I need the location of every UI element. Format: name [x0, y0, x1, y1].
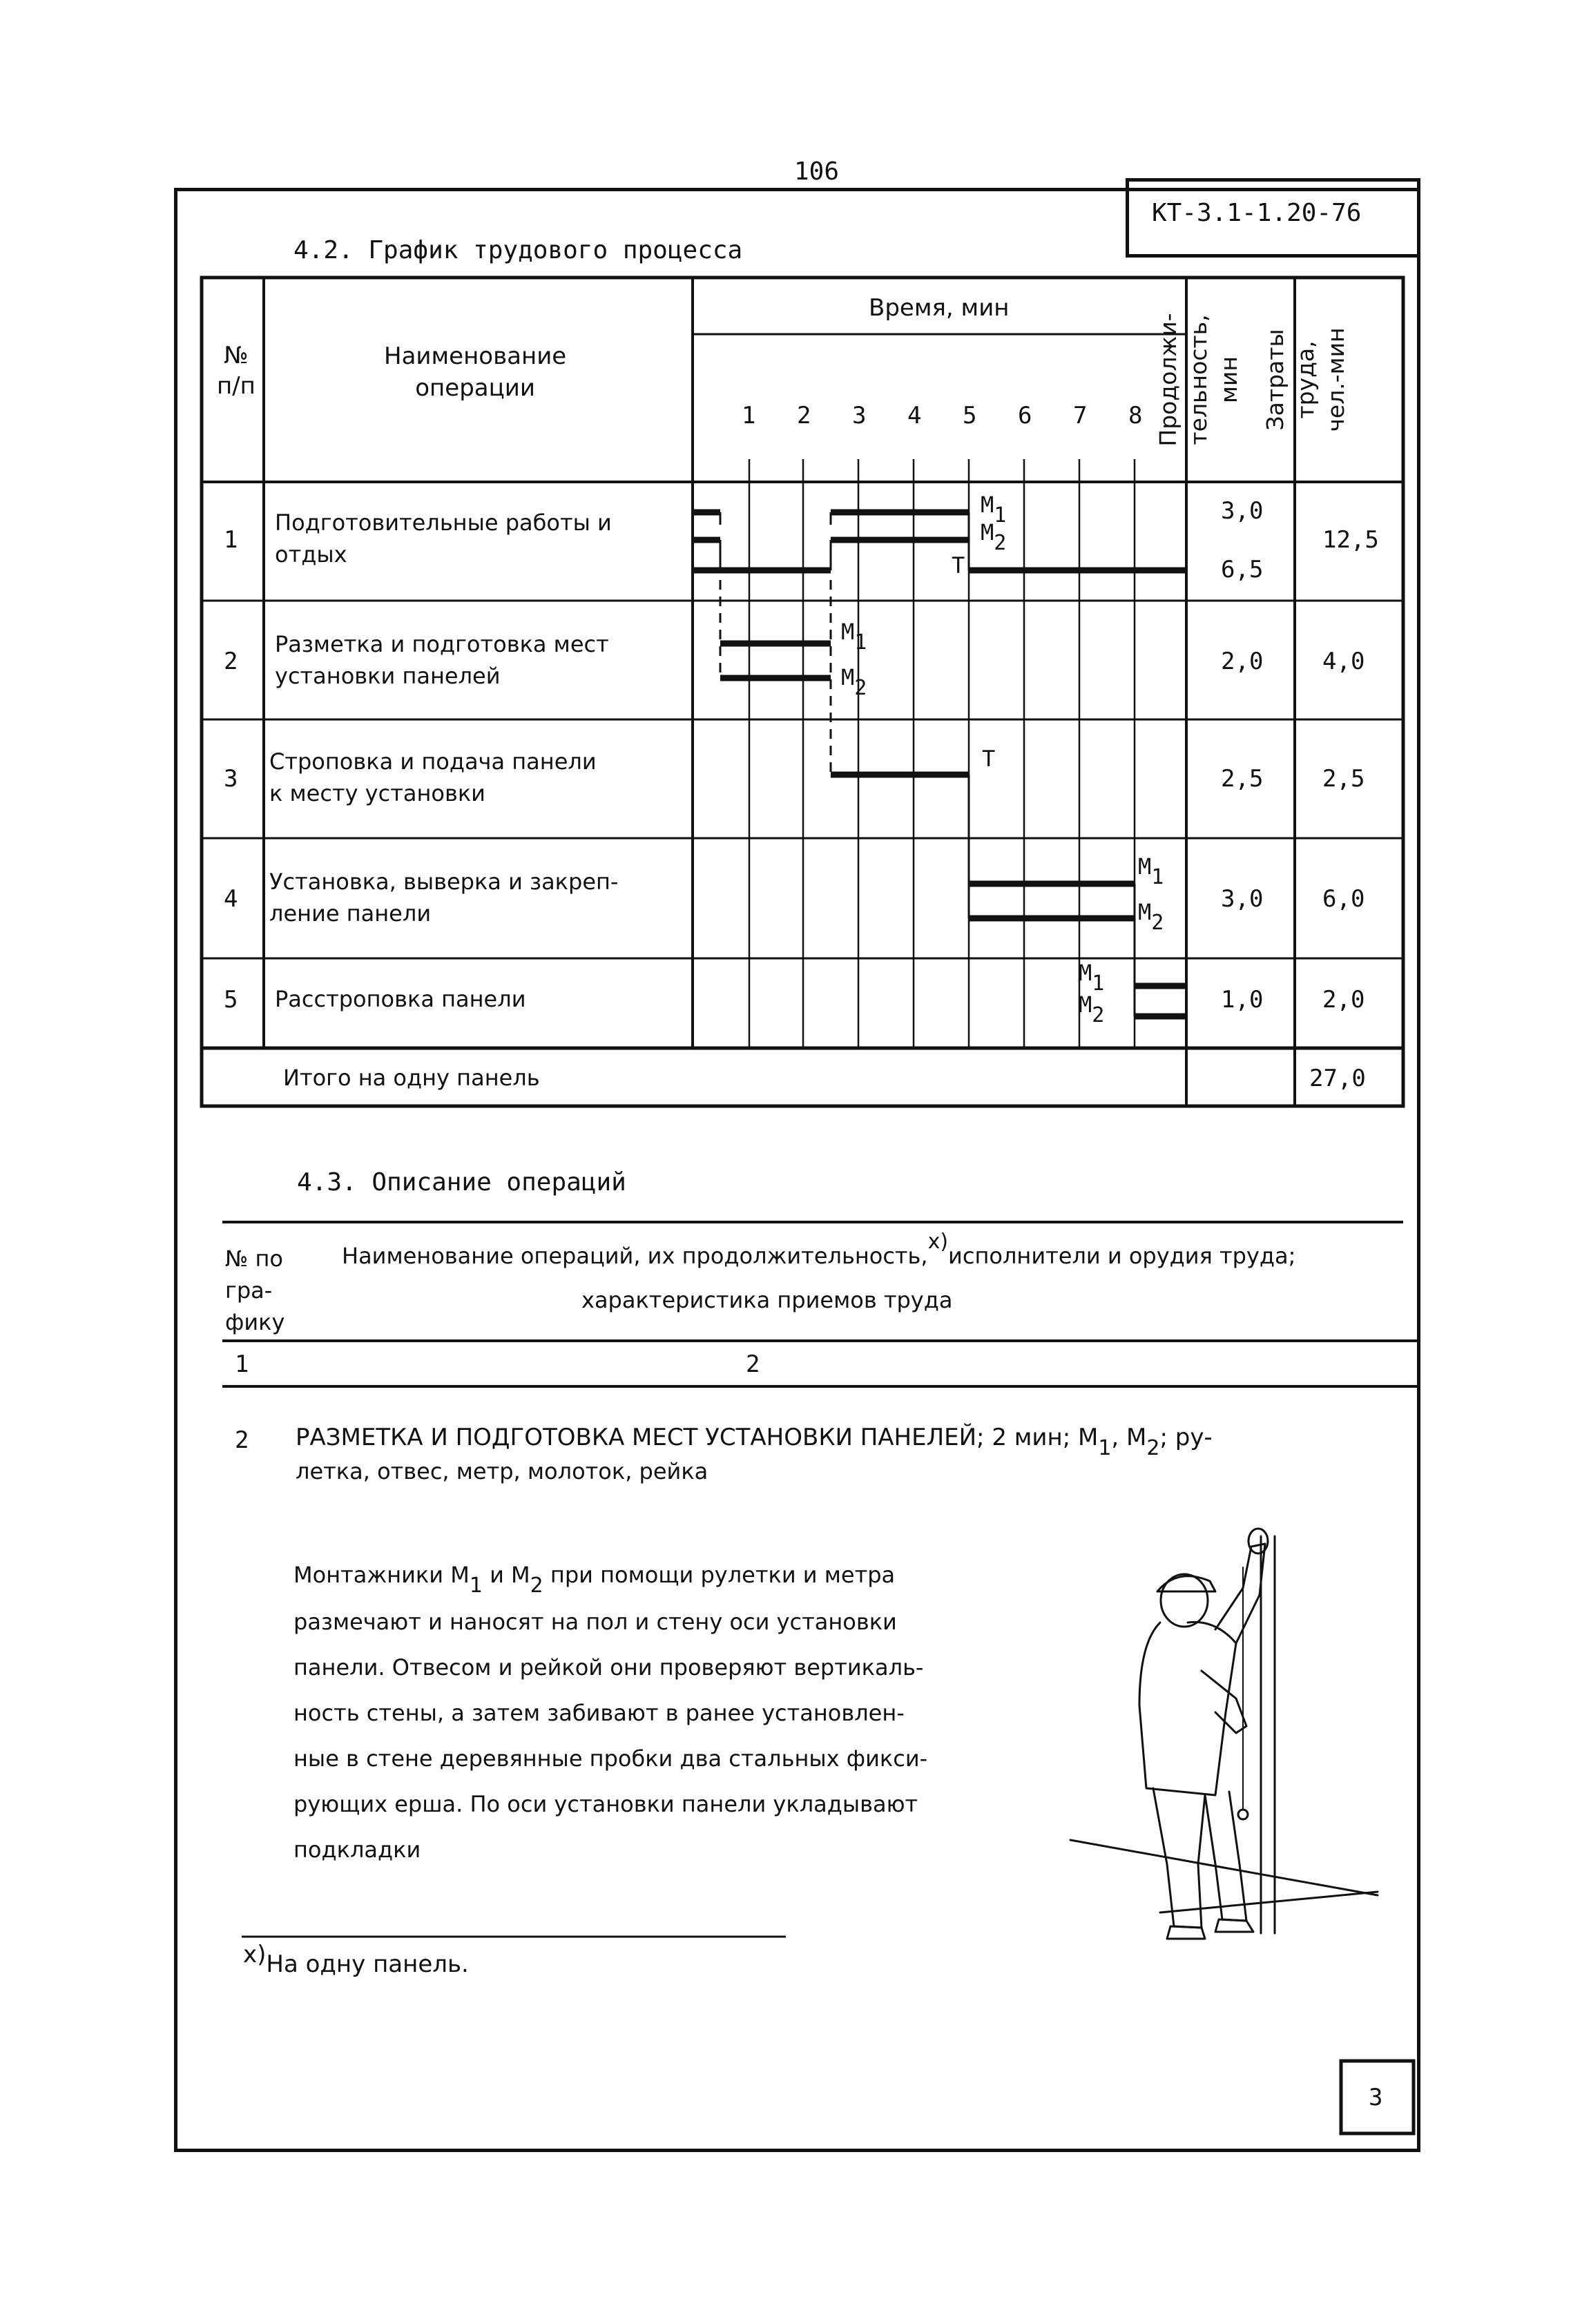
operation-body-line-6: рующих ерша. По оси установки панели укладывают: [293, 1791, 918, 1817]
header-col-name: Наименование операции: [384, 342, 567, 402]
time-tick-4: 4: [907, 402, 922, 429]
operation-body-line-2: размечают и наносят на пол и стену оси установки: [293, 1609, 897, 1635]
row-1-label-m1: М1: [981, 492, 1007, 527]
time-tick-8: 8: [1128, 402, 1143, 429]
header-col-no: № п/п: [217, 342, 255, 400]
row-1-label-t: Т: [952, 552, 965, 579]
desc-header-col2-line1: Наименование операций, их продолжительность,х)исполнители и орудия труда;: [342, 1230, 1296, 1269]
row-3-no: 3: [224, 765, 238, 793]
row-1-name-line-2: отдых: [275, 541, 347, 568]
row-3-name-line-1: Строповка и подача панели: [269, 748, 597, 775]
row-5-no: 5: [224, 986, 238, 1014]
time-tick-7: 7: [1073, 402, 1088, 429]
row-4-name-line-1: Установка, выверка и закреп-: [269, 869, 619, 895]
row-2-label-m2: М2: [841, 664, 867, 700]
row-4-no: 4: [224, 885, 238, 913]
section-graph-title: 4.2. График трудового процесса: [293, 236, 743, 264]
total-label: Итого на одну панель: [283, 1065, 540, 1091]
desc-header-col1: № по гра- фику: [225, 1246, 285, 1335]
row-3-label-t: Т: [982, 746, 996, 772]
row-3-labor: 2,5: [1322, 765, 1365, 793]
footnote: х)На одну панель.: [243, 1941, 469, 1978]
row-2-label-m1: М1: [841, 619, 867, 655]
operation-body-line-1: Монтажники М1 и М2 при помощи рулетки и метра: [293, 1562, 896, 1598]
total-value: 27,0: [1309, 1065, 1366, 1092]
operation-body-line-4: ность стены, а затем забивают в ранее установлен-: [293, 1700, 905, 1726]
row-3-duration: 2,5: [1221, 765, 1264, 793]
row-5-label-m2: М2: [1079, 991, 1105, 1027]
row-5-name: Расстроповка панели: [275, 986, 526, 1012]
operation-no: 2: [235, 1426, 249, 1454]
row-1-label-m2: М2: [981, 519, 1007, 555]
time-tick-2: 2: [797, 402, 811, 429]
row-4-duration: 3,0: [1221, 885, 1264, 913]
desc-col2-index: 2: [746, 1350, 760, 1378]
row-4-label-m2: М2: [1138, 899, 1164, 935]
time-tick-6: 6: [1018, 402, 1032, 429]
row-2-labor: 4,0: [1322, 648, 1365, 675]
sheet-number: 3: [1369, 2084, 1383, 2111]
row-1-duration-b: 6,5: [1221, 556, 1264, 583]
row-4-label-m1: М1: [1138, 853, 1164, 889]
row-1-no: 1: [224, 526, 238, 554]
doc-code: КТ-3.1-1.20-76: [1152, 199, 1362, 227]
row-3-name-line-2: к месту установки: [269, 780, 485, 806]
row-1-duration-a: 3,0: [1221, 497, 1264, 525]
row-1-labor: 12,5: [1322, 526, 1379, 554]
header-col-labor: Затраты труда, чел.-мин: [1262, 327, 1349, 432]
row-2-no: 2: [224, 648, 238, 675]
row-5-labor: 2,0: [1322, 986, 1365, 1014]
page-number: 106: [794, 157, 840, 186]
desc-col1-index: 1: [235, 1350, 249, 1378]
time-tick-3: 3: [852, 402, 867, 429]
row-5-duration: 1,0: [1221, 986, 1264, 1014]
operation-body-line-5: ные в стене деревянные пробки два стальных фикси-: [293, 1745, 928, 1772]
operation-title-line1: РАЗМЕТКА И ПОДГОТОВКА МЕСТ УСТАНОВКИ ПАНЕЛЕЙ; 2 мин; М1, М2; ру-: [296, 1424, 1213, 1460]
desc-header-col2-line2: характеристика приемов труда: [581, 1287, 953, 1313]
row-2-duration: 2,0: [1221, 648, 1264, 675]
row-2-name-line-1: Разметка и подготовка мест: [275, 631, 609, 657]
section-desc-title: 4.3. Описание операций: [297, 1168, 626, 1197]
time-tick-1: 1: [742, 402, 756, 429]
operation-title-line2: летка, отвес, метр, молоток, рейка: [296, 1458, 708, 1484]
row-4-name-line-2: ление панели: [269, 900, 432, 927]
time-tick-5: 5: [963, 402, 977, 429]
header-col-time: Время, мин: [869, 294, 1010, 322]
row-4-labor: 6,0: [1322, 885, 1365, 913]
row-5-label-m1: М1: [1079, 960, 1105, 996]
row-2-name-line-2: установки панелей: [275, 663, 501, 689]
row-1-name-line-1: Подготовительные работы и: [275, 510, 612, 536]
operation-body-line-3: панели. Отвесом и рейкой они проверяют вертикаль-: [293, 1654, 924, 1681]
header-col-duration: Продолжи- тельность, мин: [1155, 313, 1242, 447]
operation-body-line-7: подкладки: [293, 1837, 421, 1863]
